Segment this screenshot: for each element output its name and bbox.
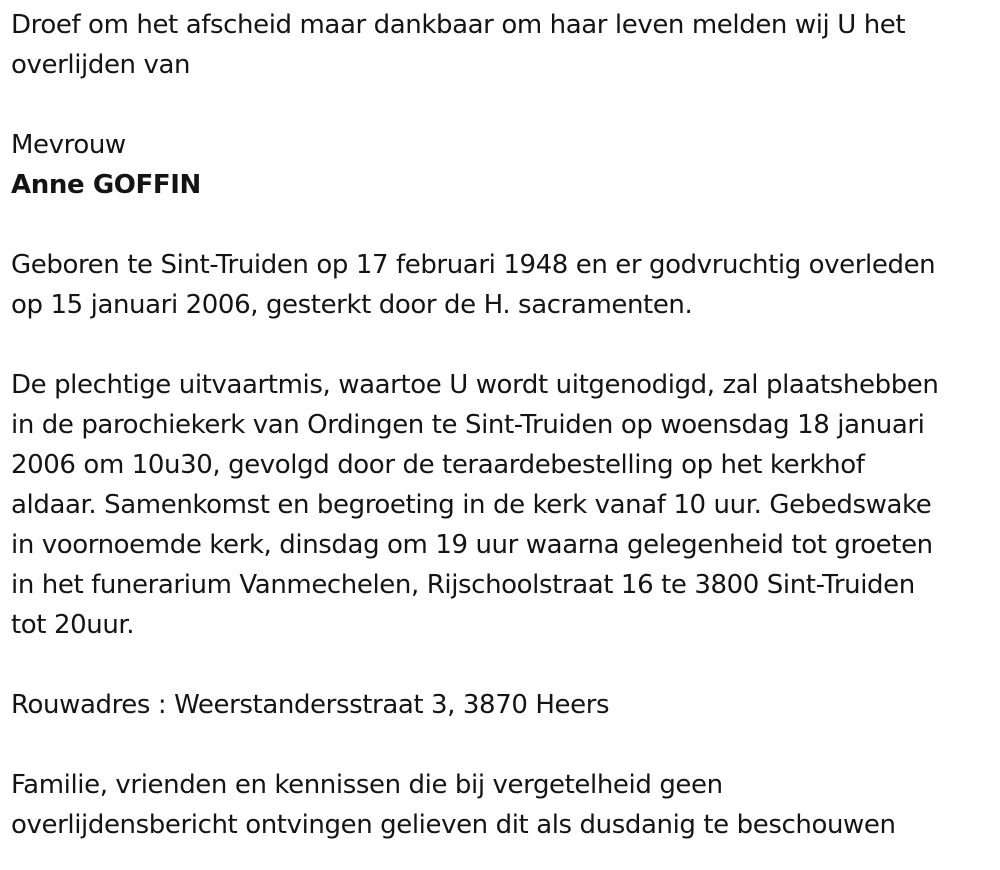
funeral-line: in voornoemde kerk, dinsdag om 19 uur waarna gelegenheid tot groeten bbox=[11, 530, 933, 560]
birth-death-line: op 15 januari 2006, gesterkt door de H. sacramenten. bbox=[11, 290, 693, 320]
spacer bbox=[11, 205, 1000, 245]
intro-line: Droef om het afscheid maar dankbaar om haar leven melden wij U het bbox=[11, 10, 906, 40]
closing-line: Familie, vrienden en kennissen die bij vergetelheid geen bbox=[11, 770, 723, 800]
closing-paragraph bbox=[11, 765, 1000, 845]
birth-death-line: Geboren te Sint-Truiden op 17 februari 1948 en er godvruchtig overleden bbox=[11, 250, 936, 280]
spacer bbox=[11, 725, 1000, 765]
funeral-line: 2006 om 10u30, gevolgd door de teraardebestelling op het kerkhof bbox=[11, 450, 865, 480]
funeral-line: in de parochiekerk van Ordingen te Sint-Truiden op woensdag 18 januari bbox=[11, 410, 925, 440]
funeral-line: aldaar. Samenkomst en begroeting in de kerk vanaf 10 uur. Gebedswake bbox=[11, 490, 932, 520]
funeral-line: tot 20uur. bbox=[11, 610, 135, 640]
intro-paragraph bbox=[11, 5, 1000, 85]
spacer bbox=[11, 325, 1000, 365]
spacer bbox=[11, 645, 1000, 685]
salutation: Mevrouw bbox=[11, 130, 126, 160]
closing-line: overlijdensbericht ontvingen gelieven dit als dusdanig te beschouwen bbox=[11, 810, 896, 840]
spacer bbox=[11, 85, 1000, 125]
birth-death-paragraph bbox=[11, 245, 1000, 325]
funeral-line: in het funerarium Vanmechelen, Rijschoolstraat 16 te 3800 Sint-Truiden bbox=[11, 570, 915, 600]
intro-line: overlijden van bbox=[11, 50, 191, 80]
deceased-name: Anne GOFFIN bbox=[11, 170, 201, 200]
funeral-line: De plechtige uitvaartmis, waartoe U wordt uitgenodigd, zal plaatshebben bbox=[11, 370, 939, 400]
mourning-address: Rouwadres : Weerstandersstraat 3, 3870 Heers bbox=[11, 690, 610, 720]
funeral-paragraph bbox=[11, 365, 1000, 645]
